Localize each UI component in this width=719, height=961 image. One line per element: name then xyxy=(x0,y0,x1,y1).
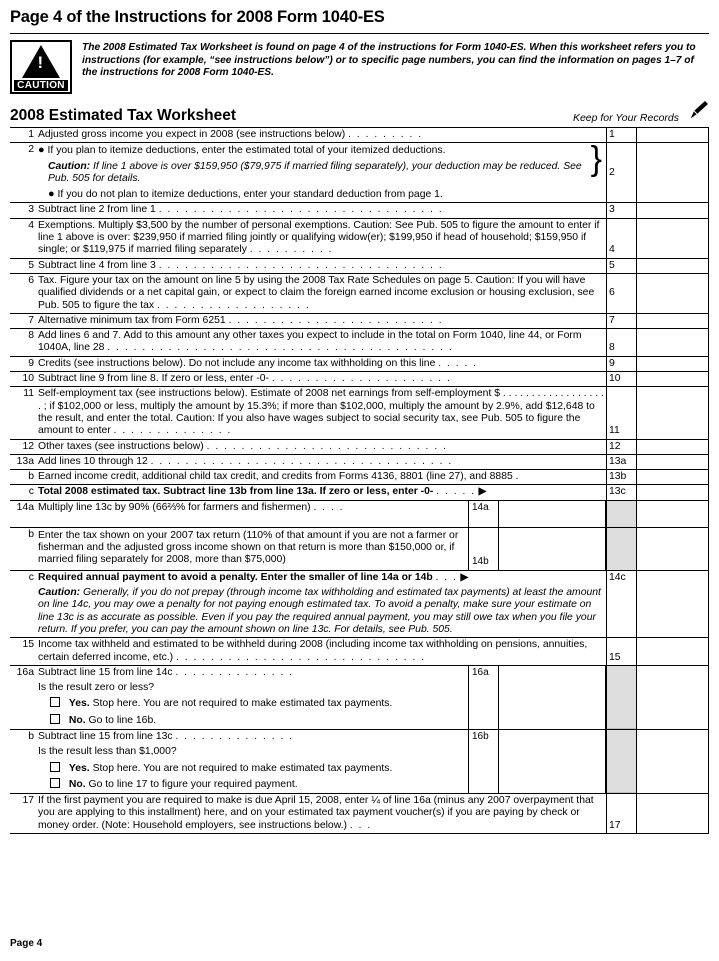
table-row xyxy=(10,665,709,729)
yes-text: Stop here. You are not required to make estimated tax payments. xyxy=(92,762,393,774)
line-number: 4 xyxy=(10,218,36,258)
line-box-number: 13c xyxy=(607,485,637,500)
no-text: Go to line 16b. xyxy=(88,714,157,726)
table-row xyxy=(10,485,709,500)
sub-amount-field[interactable] xyxy=(499,730,605,793)
table-row xyxy=(10,258,709,273)
sub-line-number: 16b xyxy=(469,730,499,793)
line-text: Income tax withheld and estimated to be withheld during 2008 (including income tax withholding on pensions, annuities, certain deferred income, etc.) xyxy=(38,639,588,663)
yes-label: Yes. xyxy=(68,698,90,710)
caution-sign-icon xyxy=(10,40,72,94)
line-number: b xyxy=(10,729,36,793)
bullet-icon: ● xyxy=(48,188,55,201)
line-text: Exemptions. Multiply $3,500 by the number of personal exemptions. Caution: See Pub. 505 to figure the amount to enter if line 1 above is over: $239,950 if married filing jointly or qualifying widow(er); $199,950 if head of household; $159,950 if single; or $119,975 if married filing separately xyxy=(38,219,600,256)
worksheet-header xyxy=(10,100,709,128)
shaded-cell xyxy=(607,527,637,570)
line-box-number: 12 xyxy=(607,439,637,454)
line-box-number: 9 xyxy=(607,356,637,371)
yes-checkbox[interactable] xyxy=(50,762,60,772)
amount-field xyxy=(637,527,709,570)
line-box-number: 5 xyxy=(607,258,637,273)
line-number: 7 xyxy=(10,313,36,328)
arrow-icon: ▶ xyxy=(478,486,487,498)
amount-field[interactable] xyxy=(637,638,709,666)
amount-field[interactable] xyxy=(637,313,709,328)
question-text: Is the result less than $1,000? xyxy=(38,746,177,758)
line-number: 12 xyxy=(10,439,36,454)
line-text: Total 2008 estimated tax. Subtract line 13b from line 13a. If zero or less, enter -0- xyxy=(38,486,434,498)
caution-inline-label: Caution: xyxy=(48,160,91,172)
leader-dots: . . . . . . . . . . . . . . . . . . . . . . . . . . . . . . . . . . . . . . . . xyxy=(107,342,454,354)
caution-inline-text: Generally, if you do not prepay (through income tax withholding and estimated tax payments) at least the amount on line 14c, you may owe a penalty for not paying enough estimated tax. To avoid a penalty, make sure your estimate on line 13c is as accurate as possible. Even if you pay the required annual payment, you may still owe tax when you file your return. If you prefer, you can pay the amount shown on line 13c. For details, see Pub. 505. xyxy=(38,587,601,635)
line-text: If you plan to itemize deductions, enter the estimated total of your itemized deductions. xyxy=(47,145,446,157)
leader-dots: . . . xyxy=(435,571,458,583)
line-text: Multiply line 13c by 90% (66⅔% for farmers and fishermen) xyxy=(38,501,311,513)
amount-field[interactable] xyxy=(637,143,709,203)
yes-text: Stop here. You are not required to make estimated tax payments. xyxy=(92,698,393,710)
leader-dots: . . . . . . . . . . . . . . xyxy=(175,730,294,742)
sub-line-number: 16a xyxy=(469,666,499,729)
line-box-number: 15 xyxy=(607,638,637,666)
table-row xyxy=(10,203,709,218)
brace-decoration: } xyxy=(590,140,602,179)
line-box-number: 4 xyxy=(607,218,637,258)
amount-field[interactable] xyxy=(637,454,709,469)
line-text: Tax. Figure your tax on the amount on line 5 by using the 2008 Tax Rate Schedules on page 5. Caution: If you will have qualified dividends or a net capital gain, or expect to claim the foreign earned income exclusion or housing exclusion, see Pub. 505 to figure the tax xyxy=(38,274,595,311)
amount-field[interactable] xyxy=(637,258,709,273)
sub-amount-field[interactable] xyxy=(499,501,605,527)
table-row xyxy=(10,794,709,833)
line-text: Subtract line 9 from line 8. If zero or less, enter -0- xyxy=(38,373,269,385)
leader-dots: . . . . . . . . . . . . . . . . . . . . . . . . . . . . xyxy=(206,440,448,452)
amount-field[interactable] xyxy=(637,485,709,500)
sub-line-number: 14a xyxy=(469,501,499,527)
line-number: 9 xyxy=(10,356,36,371)
leader-dots: . . . . . xyxy=(438,357,478,369)
line-text: Enter the tax shown on your 2007 tax return (110% of that amount if you are not a farmer or fisherman and the adjusted gross income shown on that return is more than $150,000 or, if married filing separately for 2008, more than $75,000) xyxy=(38,529,459,566)
leader-dots: . . . . . . . . . . . . . . . . . . . . . xyxy=(271,373,452,385)
sub-amount-cell xyxy=(468,730,606,793)
line-number: 15 xyxy=(10,638,36,666)
line-box-number: 11 xyxy=(607,387,637,439)
line-box-number: 17 xyxy=(607,794,637,833)
leader-dots: . . . . . xyxy=(436,486,476,498)
line-box-number: 6 xyxy=(607,273,637,313)
bullet-icon: ● xyxy=(38,144,45,157)
caution-block xyxy=(10,40,709,94)
sub-amount-cell xyxy=(468,528,606,570)
line-text: Subtract line 2 from line 1 xyxy=(38,204,156,216)
line-number: 11 xyxy=(10,387,36,439)
question-text: Is the result zero or less? xyxy=(38,682,155,694)
no-label: No. xyxy=(68,714,86,726)
table-row xyxy=(10,570,709,637)
amount-field[interactable] xyxy=(637,329,709,357)
line-text: Adjusted gross income you expect in 2008 (see instructions below) xyxy=(38,129,346,140)
shaded-cell xyxy=(607,500,637,527)
line-text: Add lines 6 and 7. Add to this amount any other taxes you expect to include in the total on Form 1040, line 44, or Form 1040A, line 28 xyxy=(38,330,582,354)
sub-amount-cell xyxy=(468,666,606,729)
leader-dots: . . . . . . . . . . . . . . . . . . . . . . . . . . . . . . . . . xyxy=(158,204,444,216)
table-row xyxy=(10,218,709,258)
table-row xyxy=(10,329,709,357)
leader-dots: . . . . . . . . . . . . . . . . . . . . . . . . . . . . . . . . . xyxy=(158,259,444,271)
yes-checkbox[interactable] xyxy=(50,697,60,707)
line-number: c xyxy=(10,570,36,637)
warning-triangle-icon xyxy=(22,45,60,78)
table-row xyxy=(10,470,709,485)
amount-field[interactable] xyxy=(637,387,709,439)
table-row xyxy=(10,638,709,666)
line-number: 6 xyxy=(10,273,36,313)
amount-field[interactable] xyxy=(637,470,709,485)
line-box-number: 1 xyxy=(607,128,637,143)
line-box-number: 8 xyxy=(607,329,637,357)
page-title: Page 4 of the Instructions for 2008 Form 1040-ES xyxy=(10,8,385,26)
table-row xyxy=(10,273,709,313)
line-box-number: 7 xyxy=(607,313,637,328)
worksheet-table xyxy=(10,128,709,834)
leader-dots: . . . . . . . . . . . . . . . . . . . . . . . . . . . . . xyxy=(176,651,426,663)
line-box-number: 13b xyxy=(607,470,637,485)
amount-field[interactable] xyxy=(637,570,709,637)
table-row xyxy=(10,454,709,469)
amount-field[interactable] xyxy=(637,218,709,258)
line-text: If the first payment you are required to make is due April 15, 2008, enter ¼ of line 16a (minus any 2007 overpayment that you are applying to this installment) here, and on your estimated tax payment voucher(s) if you are paying by check or money order. (Note: Household employers, see instructions below.) xyxy=(38,795,594,831)
line-number: b xyxy=(10,527,36,570)
line-number: 13a xyxy=(10,454,36,469)
line-number: 10 xyxy=(10,372,36,387)
line-text: Earned income credit, additional child tax credit, and credits from Forms 4136, 8801 (line 27), and 8885 xyxy=(38,471,513,483)
amount-field[interactable] xyxy=(637,128,709,143)
line-text: Alternative minimum tax from Form 6251 xyxy=(38,314,226,326)
sub-line-number: 14b xyxy=(469,528,499,570)
worksheet-title: 2008 Estimated Tax Worksheet xyxy=(10,107,236,124)
amount-field xyxy=(637,500,709,527)
line-box-number: 14c xyxy=(607,570,637,637)
leader-dots: . . . . . . . . . . . . . . . . . . . . . . . . . . . . . . . . . . . xyxy=(150,455,453,467)
line-box-number: 13a xyxy=(607,454,637,469)
page-footer: Page 4 xyxy=(10,938,43,949)
no-checkbox[interactable] xyxy=(50,714,60,724)
table-row xyxy=(10,128,709,143)
leader-dots: . . . . xyxy=(313,501,345,513)
shaded-cell xyxy=(607,665,637,729)
line-number: c xyxy=(10,485,36,500)
keep-for-records-note: Keep for Your Records xyxy=(572,112,679,124)
line-number: 1 xyxy=(10,128,36,143)
caution-inline-label: Caution: xyxy=(38,587,81,599)
line-number: 3 xyxy=(10,203,36,218)
arrow-icon: ▶ xyxy=(460,571,469,583)
amount-field[interactable] xyxy=(637,203,709,218)
no-checkbox[interactable] xyxy=(50,778,60,788)
line-number: 8 xyxy=(10,329,36,357)
line-box-number: 10 xyxy=(607,372,637,387)
leader-dots: . . . . . . . . . . . . . . xyxy=(175,666,294,678)
table-row xyxy=(10,387,709,439)
leader-dots: . . . . . . . . . xyxy=(348,129,423,140)
pencil-icon xyxy=(685,100,709,125)
table-row xyxy=(10,143,709,203)
amount-field[interactable] xyxy=(637,356,709,371)
line-number: b xyxy=(10,470,36,485)
amount-field[interactable] xyxy=(637,439,709,454)
leader-dots: . . . . . . . . . . . . . . . . . . . . . . . . . xyxy=(228,314,444,326)
line-number: 17 xyxy=(22,795,34,807)
line-number: 5 xyxy=(10,258,36,273)
amount-field[interactable] xyxy=(637,372,709,387)
amount-field xyxy=(637,729,709,793)
line-text: Subtract line 15 from line 14c xyxy=(38,666,173,678)
sub-amount-cell xyxy=(468,501,606,527)
line-text-secondary: If you do not plan to itemize deductions, enter your standard deduction from page 1. xyxy=(57,189,443,201)
line-number: 2 xyxy=(10,143,36,203)
leader-dots: . . . xyxy=(349,819,372,831)
table-row xyxy=(10,500,709,527)
table-row xyxy=(10,439,709,454)
leader-dots: . . . . . . . . . . . . . . . . . . xyxy=(157,299,311,311)
caution-inline-text: If line 1 above is over $159,950 ($79,975 if married filing separately), your deduction may be reduced. See Pub. 505 for details. xyxy=(48,160,582,184)
no-text: Go to line 17 to figure your required payment. xyxy=(88,778,298,790)
line-text: Subtract line 15 from line 13c xyxy=(38,730,173,742)
caution-text: The 2008 Estimated Tax Worksheet is found on page 4 of the instructions for Form 1040-ES. When this worksheet refers you to instructions (for example, “see instructions below”) or to specific page numbers, you can find the information on pages 1–7 of the instructions for 2008 Form 1040-ES. xyxy=(82,42,696,79)
yes-label: Yes. xyxy=(68,762,90,774)
caution-label: CAUTION xyxy=(14,80,68,91)
line-text: Required annual payment to avoid a penalty. Enter the smaller of line 14a or 14b xyxy=(38,571,433,583)
shaded-cell xyxy=(607,729,637,793)
table-row xyxy=(10,729,709,793)
line-box-number: 3 xyxy=(607,203,637,218)
line-text: Self-employment tax (see instructions below). Estimate of 2008 net earnings from self-employment $ . . . . . . . . . . . . . . . . . . . ; if $102,000 or less, multiply the amount by 15.3%; if more than $102,000, multiply the amount by 2.9%, add $12,648 to the result, and enter the total. Caution: If you also have wages subject to social security tax, see Pub. 505 to figure the amount to enter xyxy=(38,388,604,437)
table-row xyxy=(10,356,709,371)
leader-dots: . xyxy=(515,471,521,483)
amount-field[interactable] xyxy=(637,273,709,313)
line-text: Add lines 10 through 12 xyxy=(38,455,148,467)
line-text: Credits (see instructions below). Do not include any income tax withholding on this line xyxy=(38,357,436,369)
leader-dots: . . . . . . . . . . . . . . xyxy=(113,425,232,437)
table-row xyxy=(10,527,709,570)
table-row xyxy=(10,313,709,328)
table-row xyxy=(10,372,709,387)
line-text: Other taxes (see instructions below) xyxy=(38,440,204,452)
no-label: No. xyxy=(68,778,86,790)
line-text: Subtract line 4 from line 3 xyxy=(38,259,156,271)
title-divider xyxy=(10,33,709,34)
amount-field[interactable] xyxy=(637,794,709,833)
leader-dots: . . . . . . . . . . xyxy=(249,244,333,256)
line-number: 14a xyxy=(10,500,36,527)
amount-field xyxy=(637,665,709,729)
line-box-number: 2 xyxy=(607,143,637,203)
line-number: 16a xyxy=(10,665,36,729)
sub-amount-field[interactable] xyxy=(499,666,605,729)
